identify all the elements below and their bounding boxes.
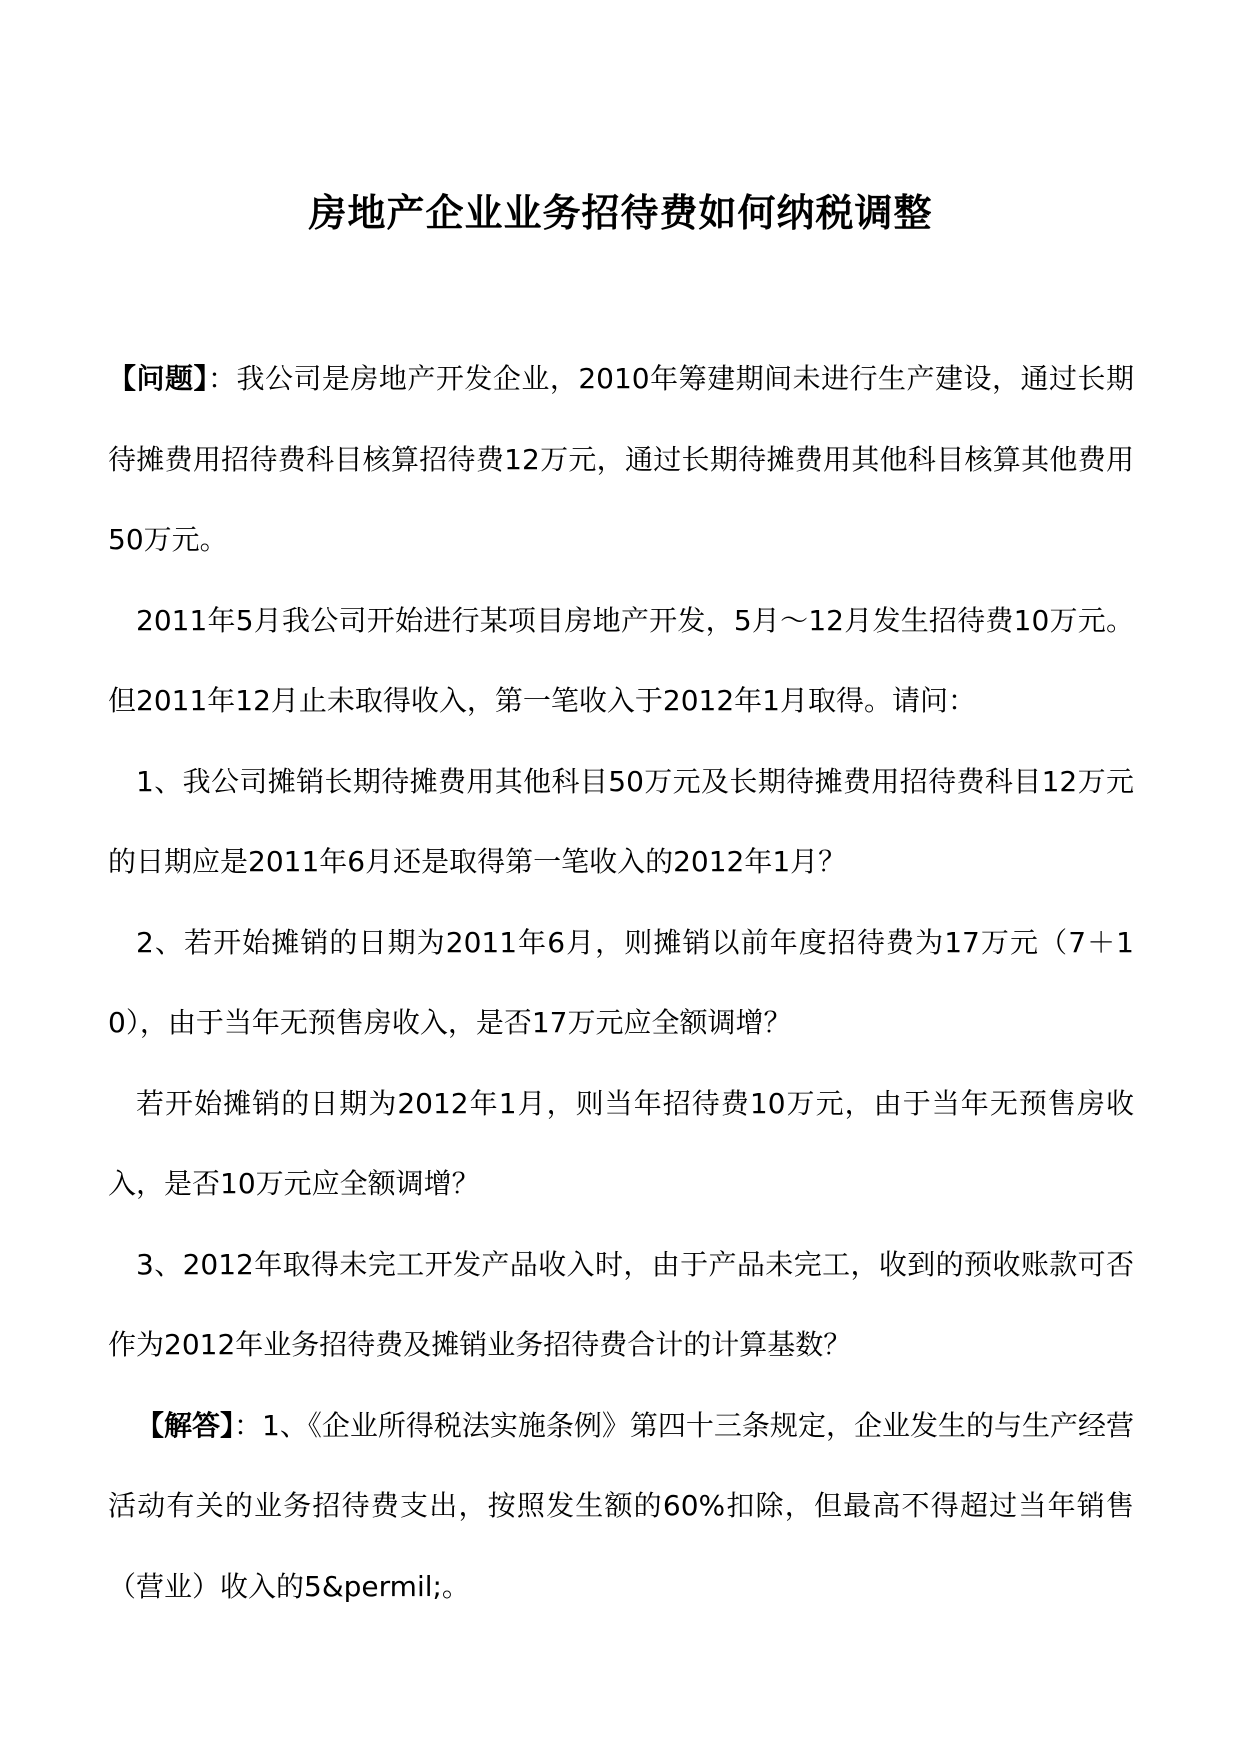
paragraph-text: 若开始摊销的日期为2012年1月，则当年招待费10万元，由于当年无预售房收入，是否10万元应全额调增？ xyxy=(108,1086,1134,1200)
paragraph-question xyxy=(108,339,1134,581)
paragraph-text: 3、2012年取得未完工开发产品收入时，由于产品未完工，收到的预收账款可否作为2012年业务招待费及摊销业务招待费合计的计算基数？ xyxy=(108,1247,1134,1361)
paragraph-question-1 xyxy=(108,742,1134,903)
answer-label: 【解答】 xyxy=(136,1408,235,1442)
document-body xyxy=(108,339,1134,1627)
paragraph-question-3 xyxy=(108,1225,1134,1386)
paragraph-text: ：1、《企业所得税法实施条例》第四十三条规定，企业发生的与生产经营活动有关的业务招待费支出，按照发生额的60%扣除，但最高不得超过当年销售（营业）收入的5&permil;。 xyxy=(108,1408,1134,1603)
paragraph-text: 1、我公司摊销长期待摊费用其他科目50万元及长期待摊费用招待费科目12万元的日期应是2011年6月还是取得第一笔收入的2012年1月？ xyxy=(108,764,1134,878)
paragraph-text: 2、若开始摊销的日期为2011年6月，则摊销以前年度招待费为17万元（7＋10），由于当年无预售房收入，是否17万元应全额调增？ xyxy=(108,925,1134,1039)
document-title: 房地产企业业务招待费如何纳税调整 xyxy=(308,191,933,236)
paragraph-question-2 xyxy=(108,903,1134,1064)
paragraph-text: 2011年5月我公司开始进行某项目房地产开发，5月～12月发生招待费10万元。但2011年12月止未取得收入，第一笔收入于2012年1月取得。请问： xyxy=(108,603,1134,717)
paragraph-answer xyxy=(108,1386,1134,1628)
question-label: 【问题】 xyxy=(108,362,208,395)
paragraph-question-2b xyxy=(108,1064,1134,1225)
paragraph-background xyxy=(108,581,1134,742)
paragraph-text: ：我公司是房地产开发企业，2010年筹建期间未进行生产建设，通过长期待摊费用招待费科目核算招待费12万元，通过长期待摊费用其他科目核算其他费用50万元。 xyxy=(108,362,1134,556)
